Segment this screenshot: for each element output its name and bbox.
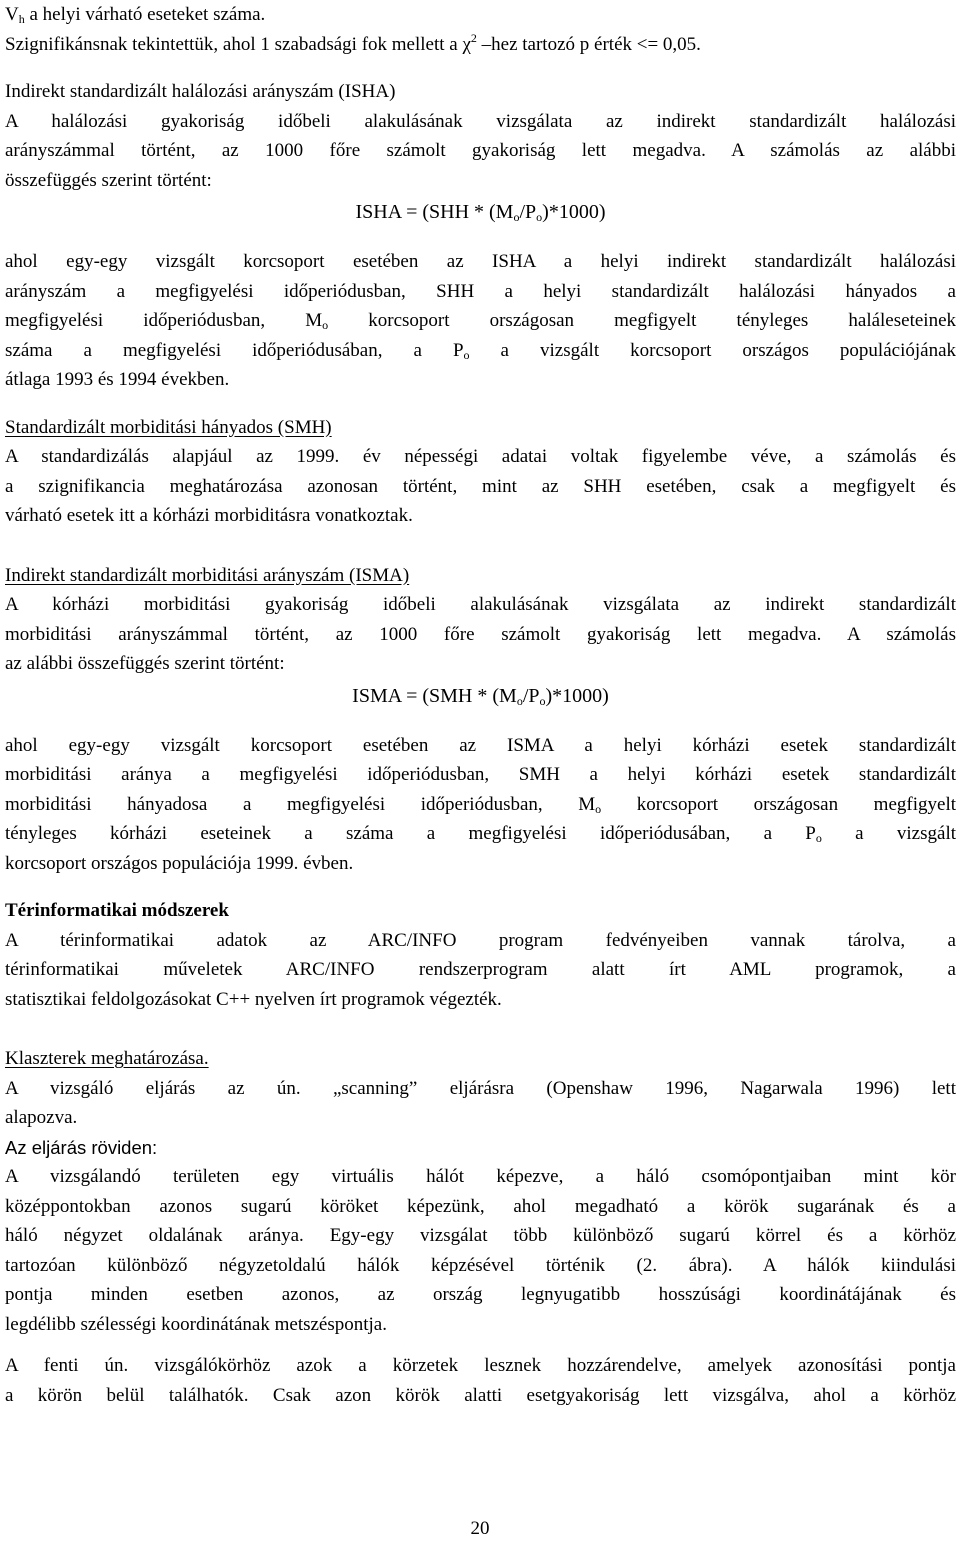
isma-expl-5: korcsoport országos populációja 1999. évben. bbox=[5, 852, 354, 874]
isma-expl-4: tényleges kórházi eseteinek a száma a megfigyelési időperiódusában, a $P_o$ a vizsgált bbox=[5, 823, 956, 845]
isha-line-2: arányszámmal történt, az 1000 főre számolt gyakoriság lett megadva. A számolás az alábbi bbox=[5, 140, 956, 161]
isma-line-1: A kórházi morbiditási gyakoriság időbeli alakulásának vizsgálata az indirekt standardizált bbox=[5, 594, 956, 615]
isha-heading: Indirekt standardizált halálozási arányszám (ISHA) bbox=[5, 81, 396, 102]
smh-line-3: várható esetek itt a kórházi morbiditásra vonatkoztak. bbox=[5, 505, 413, 526]
cluster-line-1: A vizsgáló eljárás az ún. „scanning” eljárásra (Openshaw 1996, Nagarwala 1996) lett bbox=[5, 1077, 956, 1099]
isha-expl-1: ahol egy-egy vizsgált korcsoport esetében az ISHA a helyi indirekt standardizált halálozási bbox=[5, 251, 956, 272]
isma-expl-1: ahol egy-egy vizsgált korcsoport esetében az ISMA a helyi kórházi esetek standardizált bbox=[5, 734, 956, 756]
isma-formula: ISMA = $(SMH * (M_o/P_o)*1000)$ bbox=[352, 684, 609, 708]
gis-line-1: A térinformatikai adatok az ARC/INFO program fedvényeiben vannak tárolva, a bbox=[5, 929, 956, 951]
page-number: 20 bbox=[470, 1518, 490, 1539]
isha-formula: ISHA = $(SHH * (M_o/P_o)*1000)$ bbox=[355, 201, 606, 224]
document-page bbox=[5, 0, 956, 1410]
significance-definition: Szignifikánsnak tekintettük, ahol 1 szabadsági fok mellett a $\chi^2$ –hez tartozó p érték <= 0,05. bbox=[5, 30, 701, 55]
gis-line-3: statisztikai feldolgozásokat C++ nyelven írt programok végezték. bbox=[5, 988, 502, 1010]
isha-line-1: A halálozási gyakoriság időbeli alakulásának vizsgálata az indirekt standardizált halálozási bbox=[5, 110, 956, 132]
proc-line-3: háló négyzet oldalának aránya. Egy-egy vizsgálat több különböző sugarú körrel és a körhöz bbox=[5, 1225, 956, 1246]
final-line-2: a körön belül találhatók. Csak azon körök alatti esetgyakoriság lett vizsgálva, ahol a körhöz bbox=[5, 1384, 956, 1406]
isma-line-2: morbiditási arányszámmal történt, az 1000 főre számolt gyakoriság lett megadva. A számolás bbox=[5, 623, 956, 645]
isha-expl-5: átlaga 1993 és 1994 években. bbox=[5, 369, 230, 390]
vh-definition: $V_h$ a helyi várható eseteket száma. bbox=[5, 4, 266, 26]
smh-heading: Standardizált morbiditási hányados (SMH) bbox=[5, 416, 332, 438]
cluster-line-2: alapozva. bbox=[5, 1107, 78, 1128]
proc-line-4: tartozóan különböző négyzetoldalú hálók képzésével történik (2. ábra). A hálók kiindulási bbox=[5, 1254, 956, 1276]
smh-line-2: a szignifikancia meghatározása azonosan történt, mint az SHH esetében, csak a megfigyelt és bbox=[5, 475, 956, 497]
gis-line-2: térinformatikai műveletek ARC/INFO rendszerprogram alatt írt AML programok, a bbox=[5, 959, 956, 980]
cluster-subheading: Az eljárás röviden: bbox=[5, 1136, 158, 1158]
proc-line-2: középpontokban azonos sugarú köröket képezünk, ahol megadható a körök sugarának és a bbox=[5, 1195, 956, 1217]
proc-line-6: legdélibb szélességi koordinátának metszéspontja. bbox=[5, 1313, 387, 1335]
isma-heading: Indirekt standardizált morbiditási arányszám (ISMA) bbox=[5, 564, 410, 586]
isma-line-3: az alábbi összefüggés szerint történt: bbox=[5, 653, 285, 674]
isha-expl-3: megfigyelési időperiódusban, $M_o$ korcsoport országosan megfigyelt tényleges haláleseteinek bbox=[5, 310, 956, 332]
gis-heading: Térinformatikai módszerek bbox=[5, 900, 229, 921]
smh-line-1: A standardizálás alapjául az 1999. év népességi adatai voltak figyelembe véve, a számolás és bbox=[5, 446, 956, 467]
isha-expl-4: száma a megfigyelési időperiódusában, a $P_o$ a vizsgált korcsoport országos populációjának bbox=[5, 339, 956, 362]
final-line-1: A fenti ún. vizsgálókörhöz azok a körzetek lesznek hozzárendelve, amelyek azonosítási pontja bbox=[5, 1355, 956, 1376]
cluster-heading: Klaszterek meghatározása. bbox=[5, 1048, 209, 1069]
proc-line-5: pontja minden esetben azonos, az ország legnyugatibb hosszúsági koordinátájának és bbox=[5, 1284, 956, 1305]
isma-expl-3: morbiditási hányadosa a megfigyelési időperiódusban, $M_o$ korcsoport országosan megfigyelt bbox=[5, 793, 956, 816]
isha-expl-2: arányszám a megfigyelési időperiódusban, SHH a helyi standardizált halálozási hányados a bbox=[5, 280, 956, 302]
isma-expl-2: morbiditási aránya a megfigyelési időperiódusban, SMH a helyi kórházi esetek standardizált bbox=[5, 764, 956, 785]
proc-line-1: A vizsgálandó területen egy virtuális hálót képezve, a háló csomópontjaiban mint kör bbox=[5, 1166, 956, 1187]
isha-line-3: összefüggés szerint történt: bbox=[5, 169, 212, 191]
